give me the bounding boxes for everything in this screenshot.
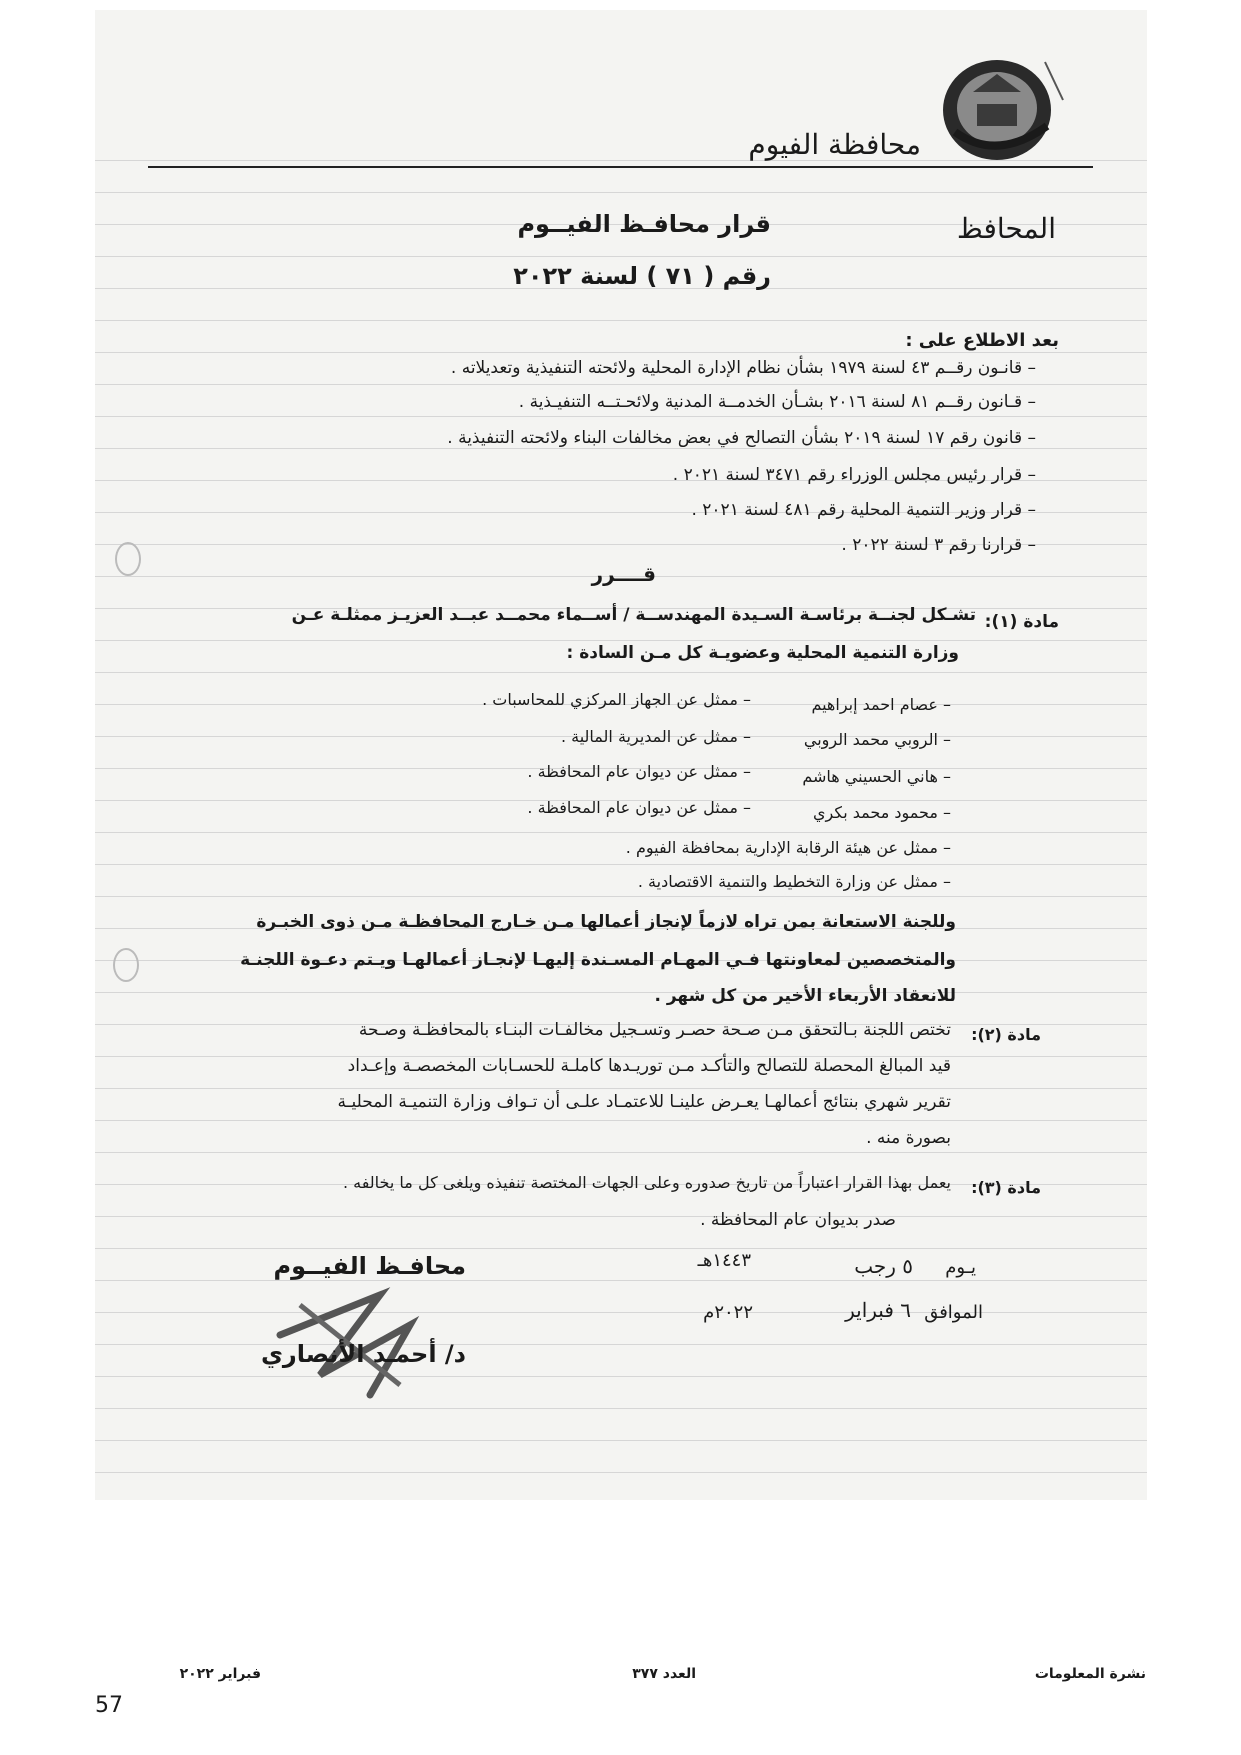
footer-date: فبراير ٢٠٢٢ (179, 1666, 261, 1682)
member-name: – محمود محمد بكري (813, 803, 951, 822)
preamble-heading: بعد الاطلاع على : (905, 330, 1059, 351)
header-rule (148, 166, 1093, 168)
article-3-label: مادة (٣): (971, 1178, 1041, 1197)
hijri-year: ١٤٤٣هـ (697, 1250, 751, 1271)
gregorian-year: ٢٠٢٢م (703, 1302, 753, 1323)
article-2-label: مادة (٢): (971, 1025, 1041, 1044)
member-role: – ممثل عن الجهاز المركزي للمحاسبات . (482, 690, 751, 709)
article-1-closing: للانعقاد الأربعاء الأخير من كل شهر . (654, 986, 956, 1006)
member-role: – ممثل عن ديوان عام المحافظة . (527, 762, 751, 781)
signature-title: محافـظ الفيــوم (273, 1252, 466, 1280)
margin-hole-mark (115, 542, 141, 576)
article-2-line: تختص اللجنة بـالتحقق مـن صـحة حصـر وتسـجيل مخالفـات البنـاء بالمحافظـة وصـحة (358, 1020, 951, 1040)
article-1-closing: والمتخصصين لمعاونتها فـي المهـام المسـندة إليهـا لإنجـاز أعمالهـا ويـتم دعـوة اللجنـة (240, 950, 956, 970)
governorate-emblem-icon (935, 52, 1065, 162)
decision-title: قرار محافـظ الفيــوم (517, 210, 771, 238)
corresponding-label: الموافق (924, 1302, 983, 1323)
article-2-line: تقرير شهري بنتائج أعمالهـا يعـرض علينـا للاعتمـاد علـى أن تـواف وزارة التنميـة المحليـة (337, 1092, 951, 1112)
member-name: – الروبي محمد الروبي (803, 730, 951, 749)
article-2-line: قيد المبالغ المحصلة للتصالح والتأكـد مـن توريـدها كاملـة للحسـابات المخصصـة وإعـداد (347, 1056, 951, 1076)
member-role: – ممثل عن ديوان عام المحافظة . (527, 798, 751, 817)
article-1-line: تشـكل لجنــة برئاسـة السـيدة المهندســة / أســماء محمــد عبــد العزيـز ممثلـة عـن (291, 605, 976, 625)
day-value: ٥ رجب (854, 1254, 913, 1278)
decision-number: ٧١ (665, 262, 695, 290)
member-name: – عصام احمد إبراهيم (811, 695, 951, 714)
member-role: – ممثل عن المديرية المالية . (560, 727, 751, 746)
decision-number-suffix: ) لسنة ٢٠٢٢ (513, 262, 658, 290)
decision-number-prefix: رقم ( (703, 262, 771, 290)
article-2-line: بصورة منه . (866, 1128, 951, 1148)
article-1-label: مادة (١): (984, 612, 1059, 632)
article-1-closing: وللجنة الاستعانة بمن تراه لازماً لإنجاز أعمالها مـن خـارج المحافظـة مـن ذوى الخبـرة (256, 912, 956, 932)
preamble-item: – قـانون رقــم ٨١ لسنة ٢٠١٦ بشـأن الخدمــة المدنية ولائحـتــه التنفيـذية . (518, 392, 1036, 412)
page-number: 57 (95, 1693, 123, 1718)
preamble-item: – قانون رقم ١٧ لسنة ٢٠١٩ بشأن التصالح في بعض مخالفات البناء ولائحته التنفيذية . (447, 428, 1036, 448)
signatory-name: د/ أحمـد الأنصاري (260, 1340, 466, 1368)
preamble-item: – قرار رئيس مجلس الوزراء رقم ٣٤٧١ لسنة ٢٠٢١ . (672, 465, 1036, 485)
governor-label: المحافظ (956, 212, 1056, 245)
member-name: – هاني الحسيني هاشم (802, 767, 951, 786)
extra-member: – ممثل عن هيئة الرقابة الإدارية بمحافظة الفيوم . (625, 838, 951, 857)
footer-issue: العدد ٣٧٧ (632, 1666, 696, 1682)
gregorian-day-value: ٦ فبراير (845, 1298, 911, 1322)
governorate-name: محافظة الفيوم (748, 128, 921, 161)
day-label: يـوم (945, 1257, 976, 1278)
margin-hole-mark (113, 948, 139, 982)
preamble-item: – قانـون رقــم ٤٣ لسنة ١٩٧٩ بشأن نظام الإدارة المحلية ولائحته التنفيذية وتعديلاته . (450, 358, 1036, 378)
issued-at: صدر بديوان عام المحافظة . (700, 1210, 896, 1230)
article-3-text: يعمل بهذا القرار اعتباراً من تاريخ صدوره وعلى الجهات المختصة تنفيذه ويلغى كل ما يخالفه . (342, 1173, 951, 1192)
article-1-line: وزارة التنمية المحلية وعضويـة كل مـن السادة : (566, 643, 959, 663)
decided-label: قــــرر (591, 562, 656, 586)
footer-publication: نشرة المعلومات (1034, 1666, 1146, 1682)
preamble-item: – قرار وزير التنمية المحلية رقم ٤٨١ لسنة ٢٠٢١ . (691, 500, 1036, 520)
extra-member: – ممثل عن وزارة التخطيط والتنمية الاقتصادية . (637, 872, 951, 891)
handwritten-signature (260, 1265, 460, 1405)
preamble-item: – قرارنا رقم ٣ لسنة ٢٠٢٢ . (841, 535, 1036, 555)
decision-number-line (513, 262, 771, 290)
